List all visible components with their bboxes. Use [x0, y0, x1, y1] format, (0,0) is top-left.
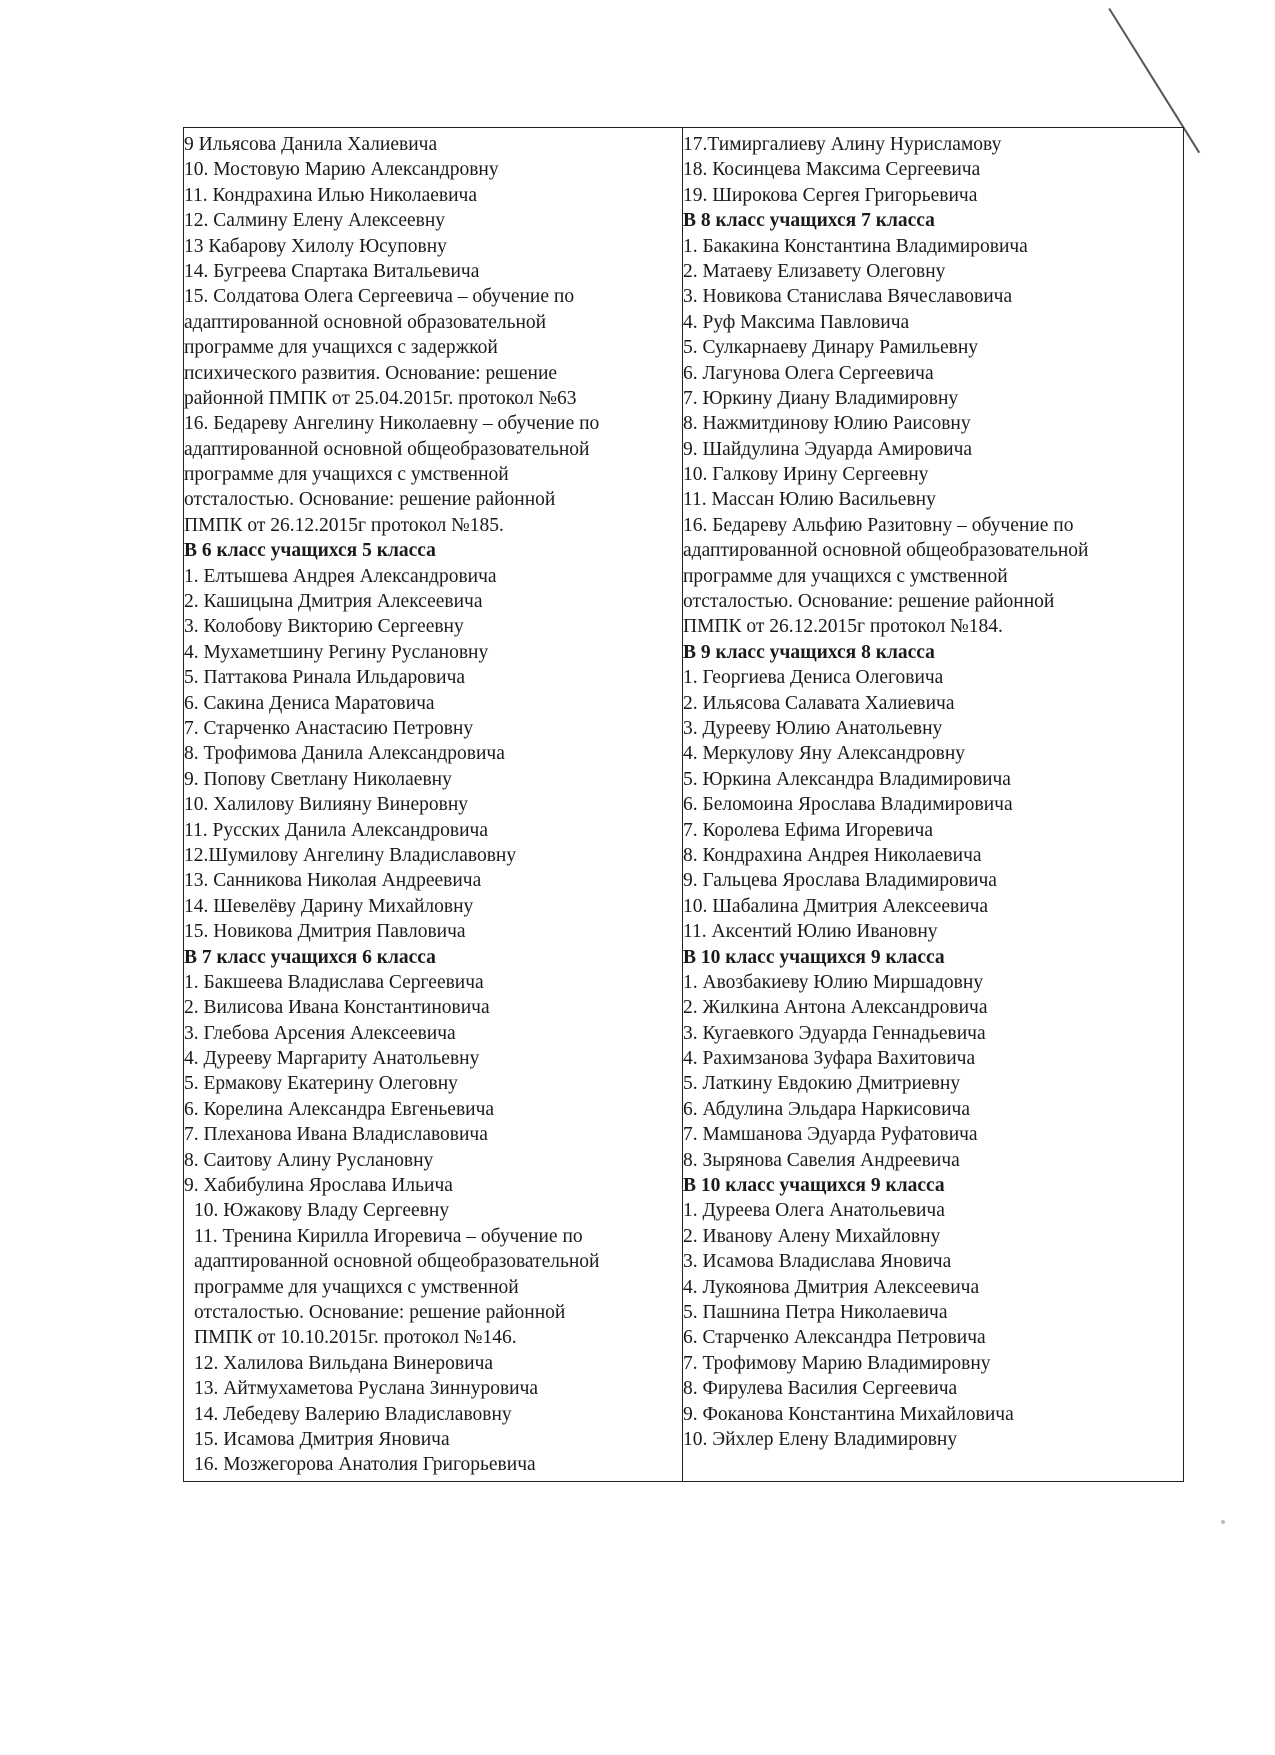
class-heading: В 8 класс учащихся 7 класса — [683, 210, 935, 232]
list-item: 10. Шабалина Дмитрия Алексеевича — [683, 895, 989, 917]
list-item: 1. Бакакина Константина Владимировича — [683, 235, 1028, 257]
list-item: 6. Беломоина Ярослава Владимировича — [683, 794, 1013, 816]
list-item: программе для учащихся с умственной — [184, 464, 509, 486]
scan-speck — [1221, 1520, 1225, 1524]
list-item: ПМПК от 26.12.2015г протокол №184. — [683, 616, 1003, 638]
list-item: 4. Рахимзанова Зуфара Вахитовича — [683, 1048, 976, 1070]
list-item: 10. Халилову Вилияну Винеровну — [184, 794, 469, 816]
list-item: 15. Исамова Дмитрия Яновича — [194, 1428, 450, 1450]
class-heading: В 9 класс учащихся 8 класса — [683, 641, 935, 663]
list-item: 6. Лагунова Олега Сергеевича — [683, 362, 934, 384]
list-item: 6. Абдулина Эльдара Наркисовича — [683, 1098, 970, 1120]
list-item: 10. Южакову Владу Сергеевну — [194, 1200, 450, 1222]
list-item: 15. Солдатова Олега Сергеевича – обучение по — [184, 286, 575, 308]
list-item: 9. Хабибулина Ярослава Ильича — [184, 1175, 453, 1197]
list-item: районной ПМПК от 25.04.2015г. протокол №63 — [184, 387, 577, 409]
list-item: 14. Бугреева Спартака Витальевича — [184, 260, 480, 282]
list-item: 5. Ермакову Екатерину Олеговну — [184, 1073, 458, 1095]
list-item: 5. Юркина Александра Владимировича — [683, 768, 1011, 790]
list-item: адаптированной основной образовательной — [184, 311, 547, 333]
list-item: 1. Георгиева Дениса Олеговича — [683, 667, 944, 689]
list-item: 7. Старченко Анастасию Петровну — [184, 717, 474, 739]
list-item: ПМПК от 26.12.2015г протокол №185. — [184, 514, 504, 536]
list-item: 8. Нажмитдинову Юлию Раисовну — [683, 413, 971, 435]
list-item: 1. Бакшеева Владислава Сергеевича — [184, 971, 484, 993]
list-item: 8. Фирулева Василия Сергеевича — [683, 1378, 958, 1400]
list-item: ПМПК от 10.10.2015г. протокол №146. — [194, 1327, 517, 1349]
list-item: 2. Кашицына Дмитрия Алексеевича — [184, 591, 483, 613]
list-item: 16. Мозжегорова Анатолия Григорьевича — [194, 1454, 536, 1476]
list-item: 5. Сулкарнаеву Динару Рамильевну — [683, 337, 979, 359]
list-item: 1. Авозбакиеву Юлию Миршадовну — [683, 971, 984, 993]
class-heading: В 6 класс учащихся 5 класса — [184, 540, 436, 562]
list-item: 15. Новикова Дмитрия Павловича — [184, 921, 466, 943]
list-item: 7. Плеханова Ивана Владиславовича — [184, 1124, 488, 1146]
list-item: психического развития. Основание: решение — [184, 362, 558, 384]
list-item: 3. Глебова Арсения Алексеевича — [184, 1022, 456, 1044]
list-item: 1. Елтышева Андрея Александровича — [184, 565, 497, 587]
list-item: 5. Паттакова Ринала Ильдаровича — [184, 667, 466, 689]
list-item: программе для учащихся с умственной — [683, 565, 1008, 587]
class-heading: В 10 класс учащихся 9 класса — [683, 946, 945, 968]
list-item: 8. Зырянова Савелия Андреевича — [683, 1149, 960, 1171]
list-item: 11. Русских Данила Александровича — [184, 819, 489, 841]
list-item: 19. Широкова Сергея Григорьевича — [683, 184, 978, 206]
list-item: 2. Ильясова Салавата Халиевича — [683, 692, 955, 714]
list-item: 4. Руф Максима Павловича — [683, 311, 910, 333]
list-item: 8. Трофимова Данила Александровича — [184, 743, 505, 765]
list-item: отсталостью. Основание: решение районной — [184, 489, 556, 511]
list-item: 3. Новикова Станислава Вячеславовича — [683, 286, 1013, 308]
list-item: 4. Меркулову Яну Александровну — [683, 743, 966, 765]
list-item: 6. Старченко Александра Петровича — [683, 1327, 986, 1349]
list-item: 17.Тимиргалиеву Алину Нурисламову — [683, 134, 1002, 155]
list-item: 5. Пашнина Петра Николаевича — [683, 1301, 948, 1323]
list-item: 3. Колобову Викторию Сергеевну — [184, 616, 464, 638]
list-item: 13. Санникова Николая Андреевича — [184, 870, 482, 892]
list-item: отсталостью. Основание: решение районной — [194, 1301, 566, 1323]
list-item: 11. Массан Юлию Васильевну — [683, 489, 936, 511]
list-item: 12. Халилова Вильдана Винеровича — [194, 1352, 494, 1374]
list-item: 7. Королева Ефима Игоревича — [683, 819, 933, 841]
list-item: 6. Корелина Александра Евгеньевича — [184, 1098, 495, 1120]
class-heading: В 10 класс учащихся 9 класса — [683, 1175, 945, 1197]
list-item: 3. Исамова Владислава Яновича — [683, 1251, 952, 1273]
list-item: 16. Бедареву Альфию Разитовну – обучение по — [683, 514, 1074, 536]
list-item: 4. Лукоянова Дмитрия Алексеевича — [683, 1276, 980, 1298]
list-item: 10. Галкову Ирину Сергеевну — [683, 464, 929, 486]
right-column — [683, 128, 1183, 1481]
list-item: 9. Гальцева Ярослава Владимировича — [683, 870, 997, 892]
list-item: 9 Ильясова Данила Халиевича — [184, 134, 438, 155]
list-item: 7. Трофимову Марию Владимировну — [683, 1352, 991, 1374]
list-item: программе для учащихся с умственной — [194, 1276, 519, 1298]
list-item: 8. Кондрахина Андрея Николаевича — [683, 844, 982, 866]
list-item: адаптированной основной общеобразовательной — [194, 1251, 600, 1273]
list-item: программе для учащихся с задержкой — [184, 337, 498, 359]
class-heading: В 7 класс учащихся 6 класса — [184, 946, 436, 968]
student-list-table — [183, 127, 1184, 1482]
list-item: 16. Бедареву Ангелину Николаевну – обучение по — [184, 413, 600, 435]
list-item: 4. Мухаметшину Регину Руслановну — [184, 641, 489, 663]
list-item: 12. Салмину Елену Алексеевну — [184, 210, 446, 232]
list-item: 2. Жилкина Антона Александровича — [683, 997, 988, 1019]
list-item: 11. Кондрахина Илью Николаевича — [184, 184, 478, 206]
list-item: 7. Юркину Диану Владимировну — [683, 387, 959, 409]
list-item: 14. Лебедеву Валерию Владиславовну — [194, 1403, 512, 1425]
list-item: 7. Мамшанова Эдуарда Руфатовича — [683, 1124, 978, 1146]
list-item: 2. Иванову Алену Михайловну — [683, 1225, 941, 1247]
list-item: 1. Дуреева Олега Анатольевича — [683, 1200, 945, 1222]
list-item: 11. Аксентий Юлию Ивановну — [683, 921, 938, 943]
list-item: 18. Косинцева Максима Сергеевича — [683, 159, 981, 181]
list-item: 12.Шумилову Ангелину Владиславовну — [184, 844, 517, 866]
list-item: 6. Сакина Дениса Маратовича — [184, 692, 435, 714]
list-item: 13. Айтмухаметова Руслана Зиннуровича — [194, 1378, 539, 1400]
list-item: 10. Мостовую Марию Александровну — [184, 159, 499, 181]
list-item: 3. Кугаевкого Эдуарда Геннадьевича — [683, 1022, 986, 1044]
list-item: 10. Эйхлер Елену Владимировну — [683, 1428, 958, 1450]
list-item: 9. Фоканова Константина Михайловича — [683, 1403, 1014, 1425]
list-item: адаптированной основной общеобразовательной — [683, 540, 1089, 562]
list-item: 9. Попову Светлану Николаевну — [184, 768, 452, 790]
left-column — [184, 128, 683, 1481]
list-item: 2. Вилисова Ивана Константиновича — [184, 997, 490, 1019]
list-item: 13 Кабарову Хилолу Юсуповну — [184, 235, 447, 257]
list-item: адаптированной основной общеобразовательной — [184, 438, 590, 460]
list-item: 3. Дурееву Юлию Анатольевну — [683, 717, 943, 739]
list-item: 11. Тренина Кирилла Игоревича – обучение по — [194, 1225, 583, 1247]
list-item: 8. Саитову Алину Руслановну — [184, 1149, 434, 1171]
list-item: 4. Дурееву Маргариту Анатольевну — [184, 1048, 480, 1070]
list-item: 2. Матаеву Елизавету Олеговну — [683, 260, 946, 282]
list-item: 9. Шайдулина Эдуарда Амировича — [683, 438, 973, 460]
list-item: 5. Латкину Евдокию Дмитриевну — [683, 1073, 961, 1095]
list-item: отсталостью. Основание: решение районной — [683, 591, 1055, 613]
list-item: 14. Шевелёву Дарину Михайловну — [184, 895, 474, 917]
